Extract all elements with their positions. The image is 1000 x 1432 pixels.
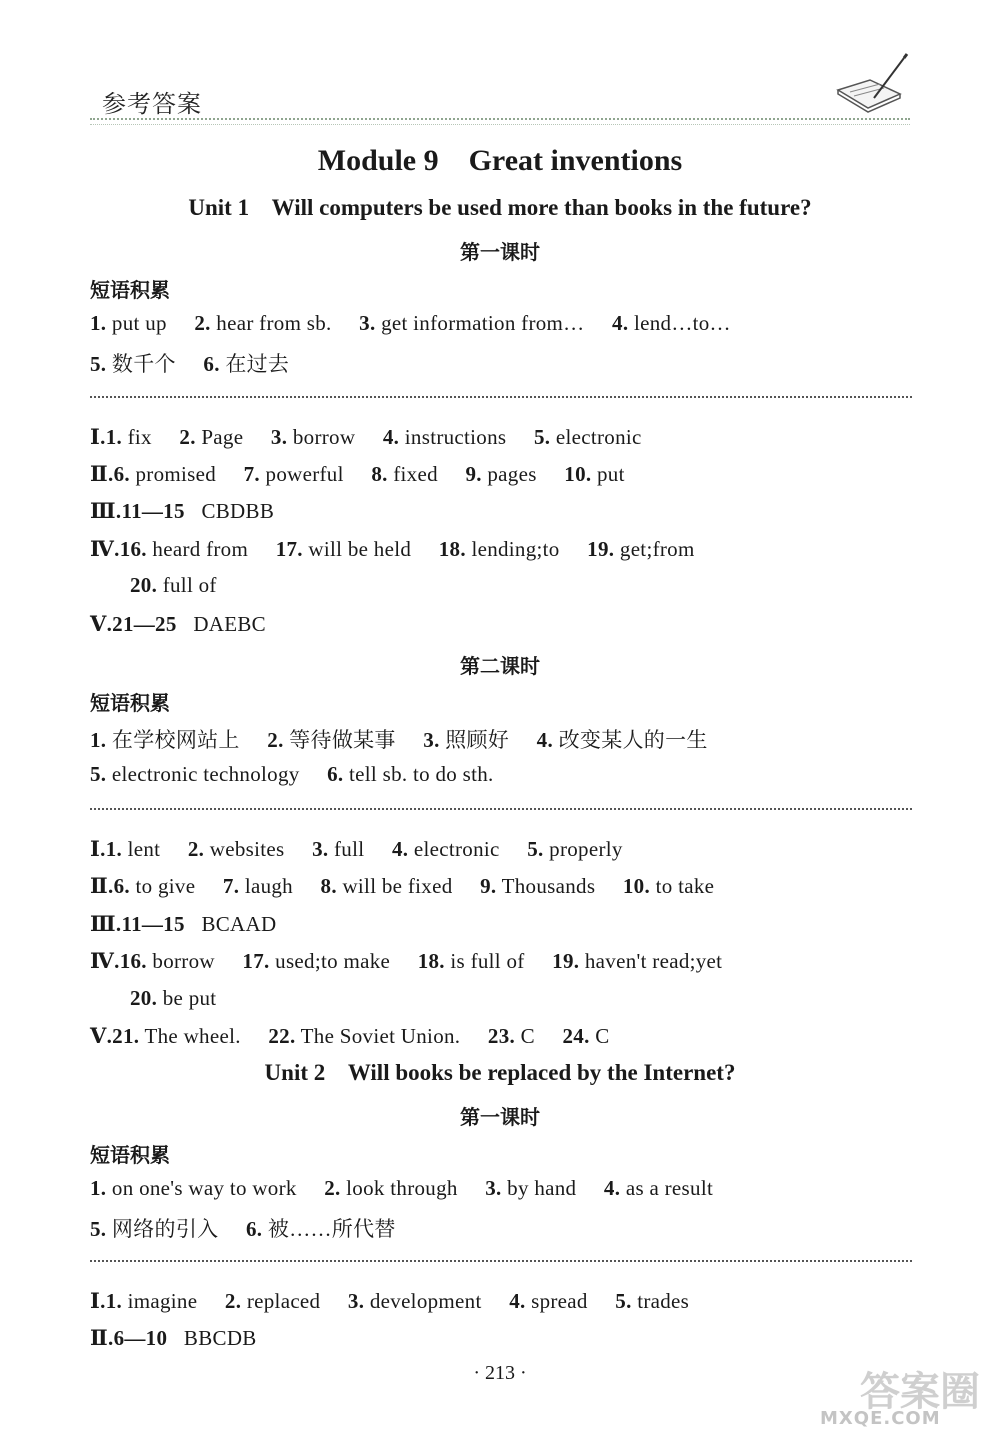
unit1-lesson1-answers-5: 20. full of: [130, 573, 217, 597]
unit1-lesson2-answers-6: Ⅴ.21. The wheel. 22. The Soviet Union. 23. C 24. C: [90, 1024, 610, 1048]
unit2-lesson1-phrases-line2: 5. 网络的引入 6. 被……所代替: [90, 1217, 396, 1241]
phrase-item: 6. 在过去: [203, 352, 290, 376]
unit2-lesson1-phrases-label: 短语积累: [90, 1143, 170, 1167]
unit1-lesson1-label: 第一课时: [460, 240, 540, 264]
unit1-lesson1-phrases-label: 短语积累: [90, 278, 170, 302]
phrase-item: 5. 数千个: [90, 352, 176, 376]
unit1-lesson1-answers-3: Ⅲ.11—15 CBDBB: [90, 499, 275, 523]
unit1-lesson1-phrases-line2: [90, 348, 311, 378]
unit2-lesson1-phrases-line1: 1. on one's way to work 2. look through 3. by hand 4. as a result: [90, 1176, 714, 1200]
unit1-lesson2-label: 第二课时: [460, 654, 540, 678]
unit1-lesson2-phrases-line1: 1. 在学校网站上 2. 等待做某事 3. 照顾好 4. 改变某人的一生: [90, 728, 708, 752]
unit1-lesson2-phrases-line2: 5. electronic technology 6. tell sb. to do sth.: [90, 762, 494, 786]
unit1-lesson2-answers-4: Ⅳ.16. borrow 17. used;to make 18. is full of 19. haven't read;yet: [90, 949, 723, 973]
watermark-logo: [820, 1360, 1000, 1432]
unit1-lesson2-answers-5: 20. be put: [130, 986, 217, 1010]
unit1-lesson2-answers-2: Ⅱ.6. to give 7. laugh 8. will be fixed 9. Thousands 10. to take: [90, 874, 715, 898]
watermark-logo-text: 答案圈: [860, 1369, 980, 1415]
section-divider: [90, 1260, 912, 1262]
unit1-lesson1-answers-4: Ⅳ.16. heard from 17. will be held 18. lending;to 19. get;from: [90, 537, 695, 561]
section-divider: [90, 808, 912, 810]
unit1-lesson1-answers-6: Ⅴ.21—25 DAEBC: [90, 612, 266, 636]
unit1-lesson1-phrases-line1: [90, 311, 753, 336]
notebook-pen-icon: [830, 50, 910, 120]
header-title: 参考答案: [102, 90, 202, 118]
section-divider: [90, 396, 912, 398]
header-rule-secondary: [90, 124, 910, 125]
unit1-lesson2-answers-3: Ⅲ.11—15 BCAAD: [90, 912, 277, 936]
page-number: · 213 ·: [473, 1362, 527, 1384]
unit1-lesson2-phrases-label: 短语积累: [90, 691, 170, 715]
unit1-title: Unit 1 Will computers be used more than books in the future?: [188, 195, 812, 220]
phrase-item: 2. hear from sb.: [194, 311, 332, 335]
unit2-lesson1-label: 第一课时: [460, 1105, 540, 1129]
phrase-item: 3. get information from…: [359, 311, 585, 335]
watermark-url: MXQE.COM: [820, 1408, 941, 1429]
phrase-item: 1. put up: [90, 311, 167, 335]
unit2-title: Unit 2 Will books be replaced by the Internet?: [264, 1060, 736, 1085]
phrase-item: 4. lend…to…: [612, 311, 731, 335]
header-rule: [90, 118, 910, 120]
page-header: [90, 78, 910, 128]
module-title: Module 9 Great inventions: [317, 144, 683, 177]
unit2-lesson1-answers-2: Ⅱ.6—10 BBCDB: [90, 1326, 257, 1350]
unit1-lesson2-answers-1: Ⅰ.1. lent 2. websites 3. full 4. electronic 5. properly: [90, 837, 623, 861]
unit2-lesson1-answers-1: Ⅰ.1. imagine 2. replaced 3. development 4. spread 5. trades: [90, 1289, 690, 1313]
unit1-lesson1-answers-1: Ⅰ.1. fix 2. Page 3. borrow 4. instructions 5. electronic: [90, 425, 642, 449]
unit1-lesson1-answers-2: Ⅱ.6. promised 7. powerful 8. fixed 9. pages 10. put: [90, 462, 625, 486]
